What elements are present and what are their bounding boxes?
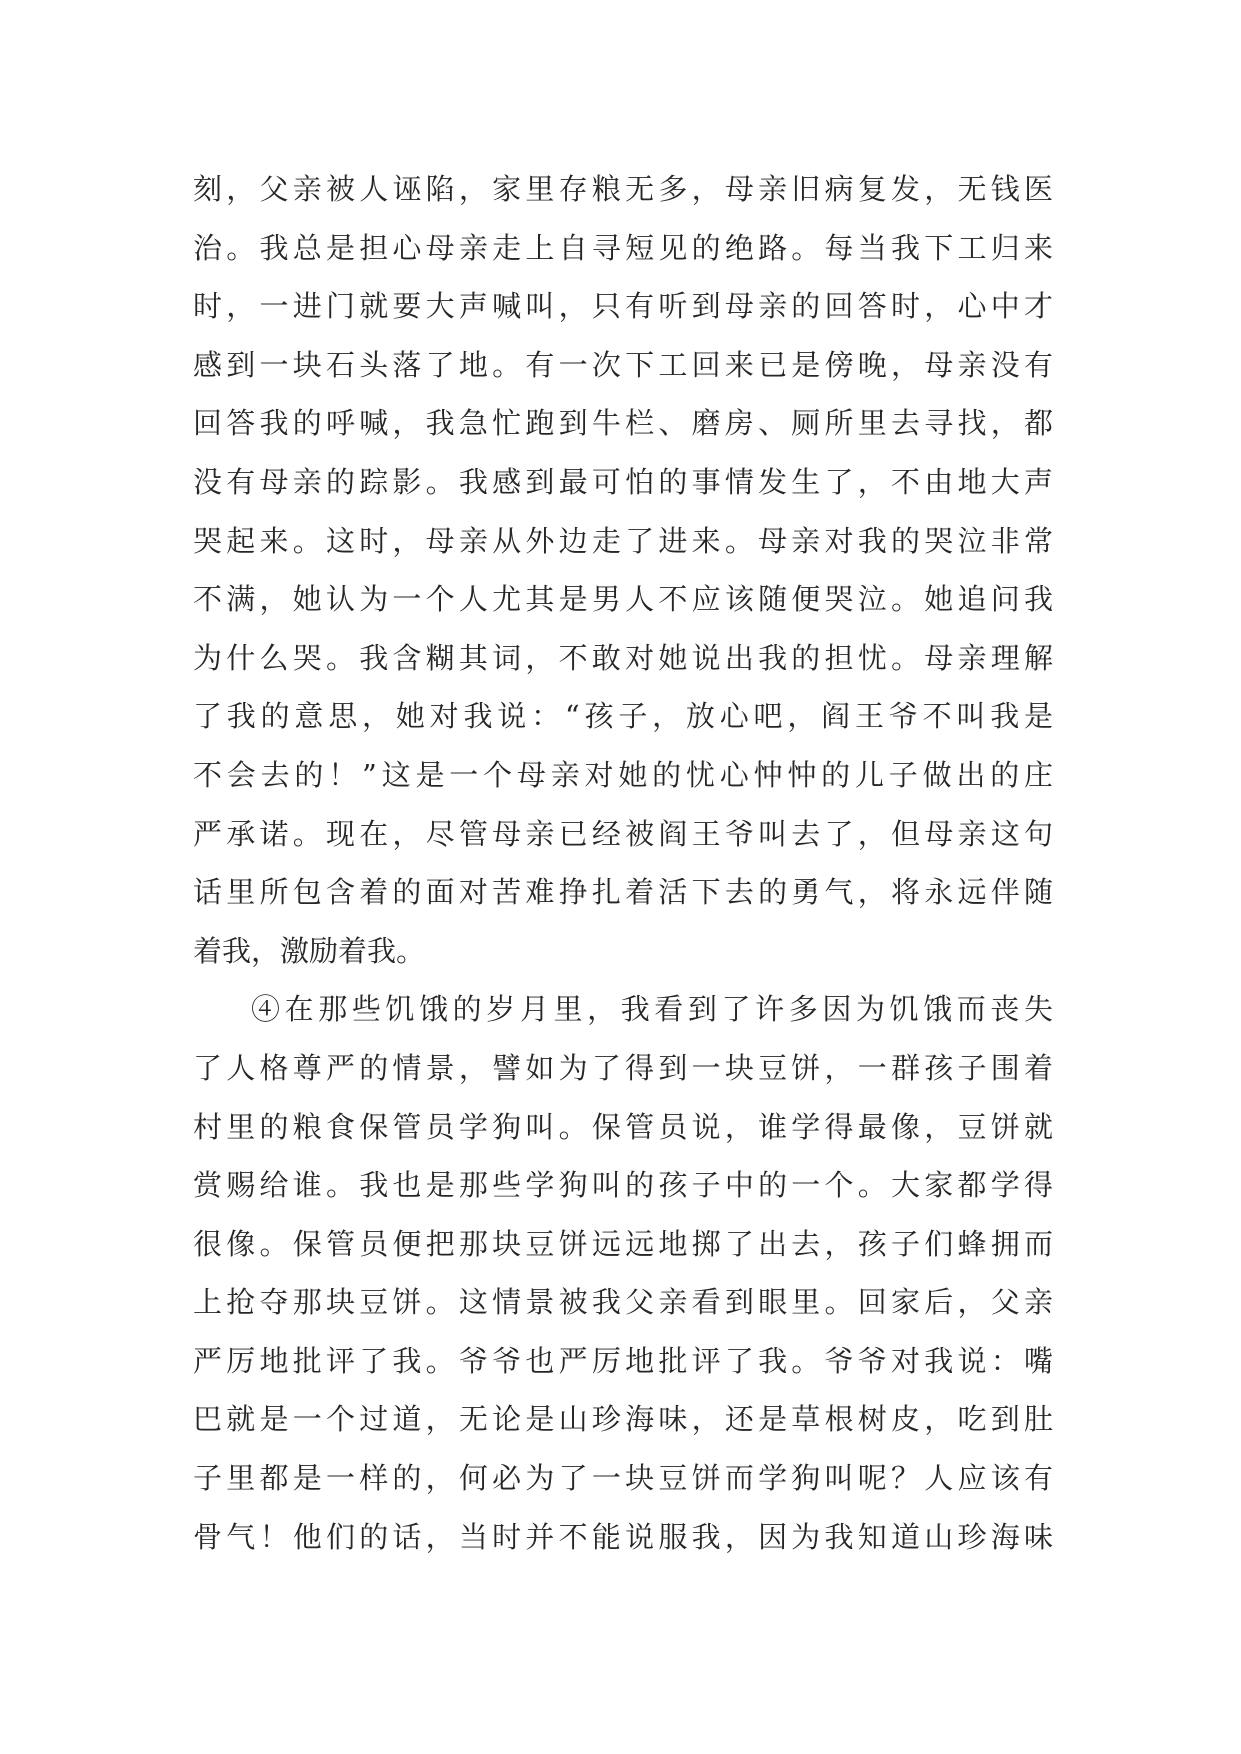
body-text: [193, 160, 1053, 1566]
text-line: 村里的粮食保管员学狗叫。保管员说，谁学得最像，豆饼就: [193, 1109, 1053, 1144]
text-line: 回答我的呼喊，我急忙跑到牛栏、磨房、厕所里去寻找，都: [193, 406, 1053, 441]
text-line: 没有母亲的踪影。我感到最可怕的事情发生了，不由地大声: [193, 464, 1053, 499]
text-line: 严厉地批评了我。爷爷也严厉地批评了我。爷爷对我说：嘴: [193, 1343, 1053, 1378]
text-line: 上抢夺那块豆饼。这情景被我父亲看到眼里。回家后，父亲: [193, 1285, 1053, 1320]
text-line: 话里所包含着的面对苦难挣扎着活下去的勇气，将永远伴随: [193, 875, 1053, 910]
text-line: 感到一块石头落了地。有一次下工回来已是傍晚，母亲没有: [193, 347, 1053, 382]
text-line: 很像。保管员便把那块豆饼远远地掷了出去，孩子们蜂拥而: [193, 1226, 1053, 1261]
text-line: 哭起来。这时，母亲从外边走了进来。母亲对我的哭泣非常: [193, 523, 1053, 558]
text-line: 严承诺。现在，尽管母亲已经被阎王爷叫去了，但母亲这句: [193, 816, 1053, 851]
text-line: 不满，她认为一个人尤其是男人不应该随便哭泣。她追问我: [193, 582, 1053, 617]
text-line: 子里都是一样的，何必为了一块豆饼而学狗叫呢？人应该有: [193, 1461, 1053, 1496]
text-line: 了我的意思，她对我说：“孩子，放心吧，阎王爷不叫我是: [193, 699, 1053, 734]
text-line: 不会去的！”这是一个母亲对她的忧心忡忡的儿子做出的庄: [193, 757, 1053, 792]
text-line: 了人格尊严的情景，譬如为了得到一块豆饼，一群孩子围着: [193, 1050, 1053, 1085]
text-line: 时，一进门就要大声喊叫，只有听到母亲的回答时，心中才: [193, 289, 1053, 324]
paragraph-start-line: ④在那些饥饿的岁月里，我看到了许多因为饥饿而丧失: [251, 992, 1053, 1027]
text-line: 骨气！他们的话，当时并不能说服我，因为我知道山珍海味: [193, 1519, 1053, 1554]
text-line: 着我，激励着我。: [193, 933, 426, 968]
text-line: 刻，父亲被人诬陷，家里存粮无多，母亲旧病复发，无钱医: [193, 172, 1053, 206]
text-line: 为什么哭。我含糊其词，不敢对她说出我的担忧。母亲理解: [193, 640, 1053, 675]
text-line: 治。我总是担心母亲走上自寻短见的绝路。每当我下工归来: [193, 230, 1053, 265]
text-line: 赏赐给谁。我也是那些学狗叫的孩子中的一个。大家都学得: [193, 1168, 1053, 1203]
text-line: 巴就是一个过道，无论是山珍海味，还是草根树皮，吃到肚: [193, 1402, 1053, 1437]
